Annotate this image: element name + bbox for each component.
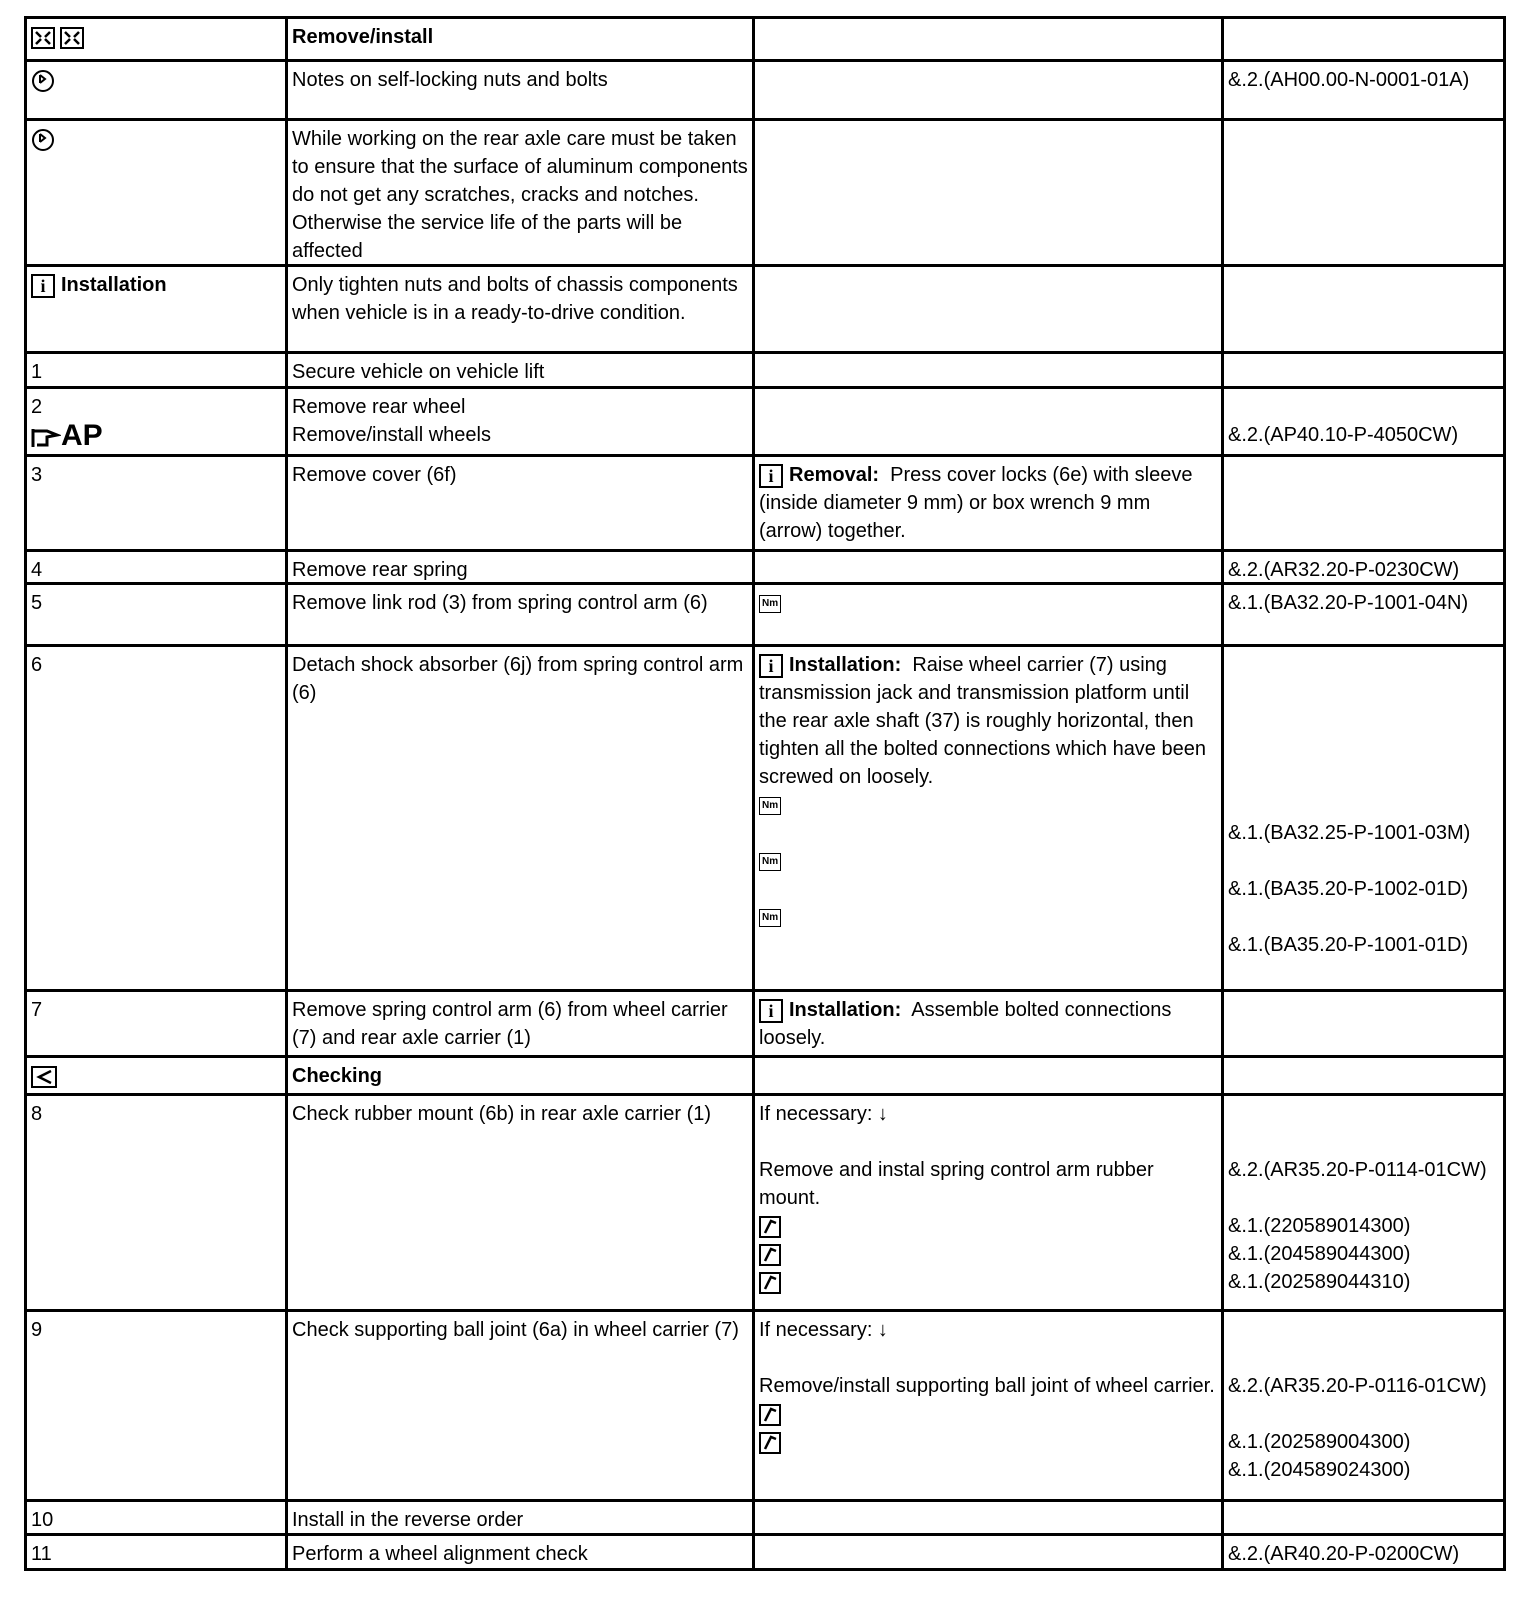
pointing-hand-icon — [31, 425, 61, 449]
remove-install-icons — [27, 19, 288, 59]
table-row — [24, 549, 1506, 582]
table-row — [24, 454, 1506, 549]
checking-icon — [31, 1066, 59, 1088]
table-row — [24, 264, 1506, 351]
reference-link[interactable]: &.1.(BA35.20-P-1002-01D) — [1228, 878, 1469, 900]
installation-label: Installation — [61, 274, 167, 296]
table-row — [24, 1499, 1506, 1533]
torque-icon: Nm — [759, 595, 781, 613]
step-number: 8 — [27, 1096, 288, 1309]
table-row — [24, 118, 1506, 264]
reference-link[interactable]: &.2.(AP40.10-P-4050CW) — [1228, 424, 1459, 446]
table-row — [24, 582, 1506, 644]
table-row — [24, 1533, 1506, 1571]
remove-install-icon — [31, 27, 85, 49]
step-number: 5 — [27, 585, 288, 644]
step-text: Perform a wheel alignment check — [288, 1536, 755, 1568]
reference-link[interactable]: &.2.(AR35.20-P-0116-01CW) — [1228, 1375, 1487, 1397]
table-row — [24, 989, 1506, 1055]
step-number: 4 — [27, 552, 288, 582]
step-text: Only tighten nuts and bolts of chassis components when vehicle is in a ready-to-drive condition. — [288, 267, 755, 351]
special-tool-icon — [759, 1244, 783, 1266]
reference-link[interactable]: &.1.(220589014300) — [1228, 1215, 1411, 1237]
condition-text: If necessary: ↓ — [759, 1319, 888, 1341]
reference-link[interactable]: &.2.(AR40.20-P-0200CW) — [1228, 1543, 1460, 1565]
info-icon: i — [759, 999, 783, 1023]
table-row — [24, 1055, 1506, 1093]
step-text: Notes on self-locking nuts and bolts — [288, 62, 755, 118]
condition-text: If necessary: ↓ — [759, 1103, 888, 1125]
info-icon: i — [759, 464, 783, 488]
table-row — [24, 351, 1506, 386]
reference-link[interactable]: &.1.(BA32.20-P-1001-04N) — [1228, 592, 1469, 614]
table-row — [24, 1309, 1506, 1499]
table-row — [24, 386, 1506, 454]
section-title: Checking — [288, 1058, 755, 1093]
special-tool-icon — [759, 1272, 783, 1294]
reference-link[interactable]: &.1.(BA32.25-P-1001-03M) — [1228, 822, 1471, 844]
info-icon: i — [759, 654, 783, 678]
step-text: While working on the rear axle care must be taken to ensure that the surface of aluminum components do not get any scratches, cracks and notches. Otherwise the service life of the parts will be affected — [288, 121, 755, 264]
warning-note-icon — [31, 128, 55, 152]
table-row — [24, 16, 1506, 59]
warning-note-icon — [31, 69, 55, 93]
step-number: 9 — [27, 1312, 288, 1499]
reference-link[interactable]: &.1.(202589004300) — [1228, 1431, 1411, 1453]
torque-icon: Nm — [759, 909, 781, 927]
special-tool-icon — [759, 1216, 783, 1238]
reference-link[interactable]: &.2.(AH00.00-N-0001-01A) — [1228, 69, 1470, 91]
step-text: Remove link rod (3) from spring control arm (6) — [288, 585, 755, 644]
step-number: 10 — [27, 1502, 288, 1533]
note-text: Remove/install supporting ball joint of wheel carrier. — [759, 1375, 1215, 1397]
info-icon: i — [31, 274, 55, 298]
step-text: Remove spring control arm (6) from wheel carrier (7) and rear axle carrier (1) — [288, 992, 755, 1055]
note-text: Raise wheel carrier (7) using transmission jack and transmission platform until the rear axle shaft (37) is roughly horizontal, then tighten all the bolted connections which have been screwed on loosely. — [759, 654, 1206, 788]
torque-icon: Nm — [759, 797, 781, 815]
step-text: Remove rear wheel — [292, 396, 466, 418]
note-label: Installation: — [789, 999, 902, 1021]
table-row — [24, 59, 1506, 118]
special-tool-icon — [759, 1404, 783, 1426]
section-title: Remove/install — [288, 19, 755, 59]
step-number: 1 — [27, 354, 288, 386]
step-text: Detach shock absorber (6j) from spring control arm (6) — [288, 647, 755, 989]
note-text: Press cover locks (6e) with sleeve (inside diameter 9 mm) or box wrench 9 mm (arrow) together. — [759, 464, 1193, 542]
step-number: 6 — [27, 647, 288, 989]
reference-link[interactable]: &.1.(204589024300) — [1228, 1459, 1411, 1481]
torque-icon: Nm — [759, 853, 781, 871]
step-number: 11 — [27, 1536, 288, 1568]
step-subtext: Remove/install wheels — [292, 424, 491, 446]
step-text: Install in the reverse order — [288, 1502, 755, 1533]
reference-link[interactable]: &.1.(BA35.20-P-1001-01D) — [1228, 934, 1469, 956]
step-text: Remove cover (6f) — [288, 457, 755, 549]
step-number: 3 — [27, 457, 288, 549]
step-number: 2 — [31, 396, 43, 418]
reference-link[interactable]: &.2.(AR32.20-P-0230CW) — [1228, 559, 1460, 581]
step-number: 7 — [27, 992, 288, 1055]
note-text: Assemble bolted connections loosely. — [759, 999, 1172, 1049]
step-text: Check supporting ball joint (6a) in wheel carrier (7) — [288, 1312, 755, 1499]
note-text: Remove and instal spring control arm rubber mount. — [759, 1159, 1154, 1209]
step-text: Remove rear spring — [288, 552, 755, 582]
table-row — [24, 644, 1506, 989]
reference-link[interactable]: &.1.(202589044310) — [1228, 1271, 1411, 1293]
note-label: Installation: — [789, 654, 902, 676]
procedure-table — [24, 16, 1506, 1571]
step-text: Secure vehicle on vehicle lift — [288, 354, 755, 386]
reference-link[interactable]: &.2.(AR35.20-P-0114-01CW) — [1228, 1159, 1487, 1181]
note-label: Removal: — [789, 464, 880, 486]
ap-label: AP — [61, 419, 103, 452]
step-text: Check rubber mount (6b) in rear axle carrier (1) — [288, 1096, 755, 1309]
special-tool-icon — [759, 1432, 783, 1454]
reference-link[interactable]: &.1.(204589044300) — [1228, 1243, 1411, 1265]
table-row — [24, 1093, 1506, 1309]
